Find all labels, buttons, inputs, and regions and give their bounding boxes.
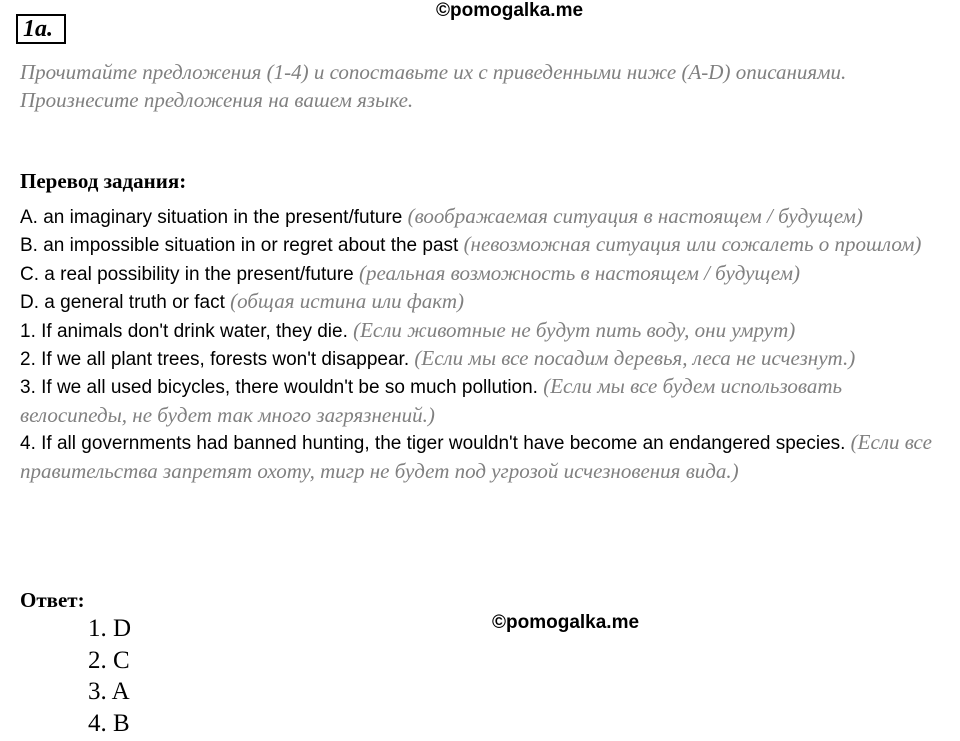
sentence-english: 2. If we all plant trees, forests won't disappear.	[20, 349, 410, 371]
item-russian: (общая истина или факт)	[230, 289, 464, 314]
answer-item: 2. C	[88, 646, 130, 674]
task-number-box: 1a.	[16, 14, 66, 44]
answer-item: 3. A	[88, 678, 130, 705]
item-b	[20, 231, 950, 259]
sentence-english: 4. If all governments had banned hunting, the tiger wouldn't have become an endangered species.	[20, 433, 846, 455]
item-english: C. a real possibility in the present/future	[20, 263, 354, 285]
answer-heading: Ответ:	[20, 588, 85, 612]
item-a	[20, 203, 950, 231]
watermark-top: ©pomogalka.me	[436, 0, 584, 21]
sentence-2	[20, 345, 950, 373]
answer-item: 4. B	[88, 709, 130, 737]
item-english: D. a general truth or fact	[20, 292, 225, 314]
task-content	[20, 203, 950, 485]
watermark-middle: ©pomogalka.me	[492, 612, 640, 633]
task-instruction: Прочитайте предложения (1-4) и сопоставьте их с приведенными ниже (A-D) описаниями. Произнесите предложения на вашем языке.	[20, 60, 847, 112]
item-english: A. an imaginary situation in the present/future	[20, 207, 403, 228]
sentence-3	[20, 373, 950, 429]
item-russian: (реальная возможность в настоящем / будущем)	[358, 260, 800, 285]
answer-item: 1. D	[88, 615, 132, 642]
translation-heading: Перевод задания:	[20, 169, 187, 193]
sentence-russian: (Если мы все посадим деревья, леса не исчезнут.)	[414, 346, 856, 371]
answer-list	[88, 613, 131, 739]
sentence-english: 3. If we all used bicycles, there wouldn't be so much pollution.	[20, 377, 538, 399]
sentence-english: 1. If animals don't drink water, they die.	[20, 320, 348, 342]
item-russian: (воображаемая ситуация в настоящем / будущем)	[407, 204, 863, 228]
sentence-russian: (Если животные не будут пить воду, они умрут)	[353, 317, 796, 342]
item-english: B. an impossible situation in or regret about the past	[20, 235, 459, 257]
item-russian: (невозможная ситуация или сожалеть о прошлом)	[463, 232, 922, 257]
item-d	[20, 288, 950, 316]
sentence-russian: (Если мы все будем использовать велосипеды, не будет так много загрязнений.)	[20, 374, 843, 427]
item-c	[20, 260, 950, 288]
sentence-4	[20, 429, 950, 485]
sentence-russian: (Если все правительства запретят охоту, тигр не будет под угрозой исчезновения вида.)	[20, 430, 932, 483]
sentence-1	[20, 317, 950, 345]
